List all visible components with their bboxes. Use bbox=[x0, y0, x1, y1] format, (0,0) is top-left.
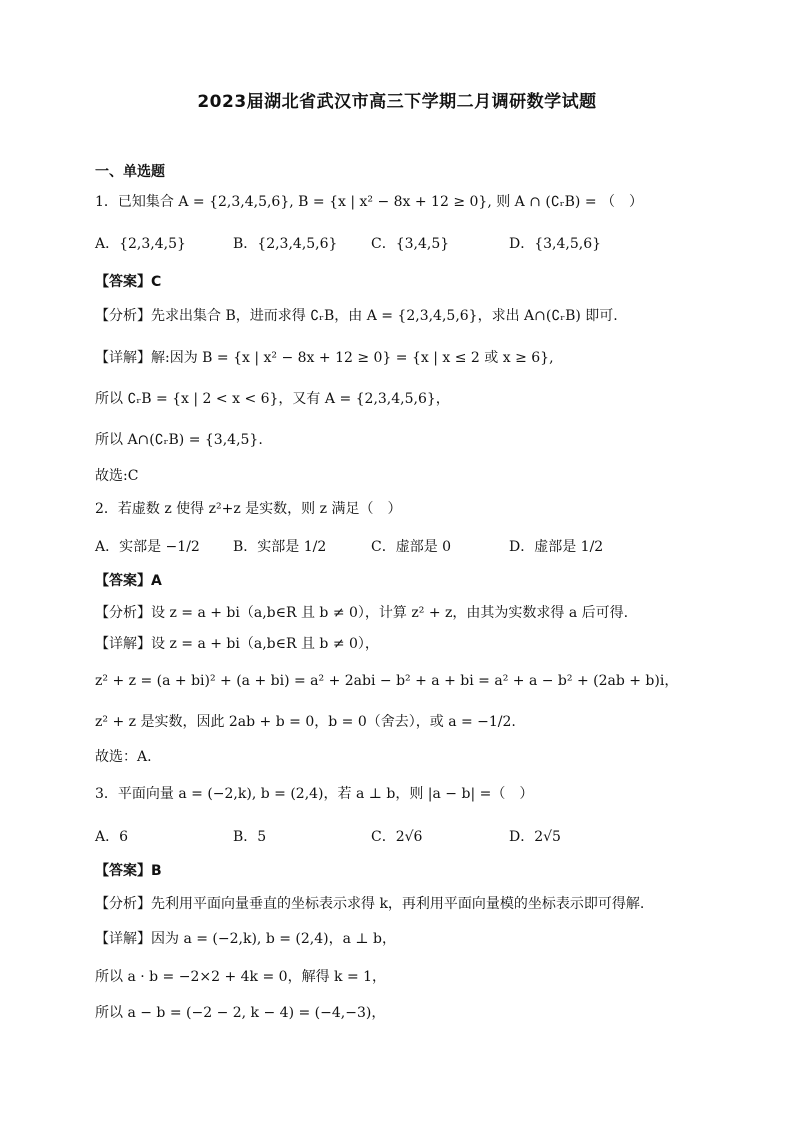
q1-choose: 故选:C bbox=[95, 468, 139, 484]
q1-option-b: B．{2,3,4,5,6} bbox=[233, 236, 338, 252]
q2-analysis: 【分析】设 z = a + bi（a,b∈R 且 b ≠ 0），计算 z² + z，由其为实数求得 a 后可得. bbox=[95, 605, 629, 621]
q1-analysis: 【分析】先求出集合 B，进而求得 ∁ᵣB，由 A = {2,3,4,5,6}，求出 A∩(∁ᵣB) 即可. bbox=[95, 308, 618, 324]
q2-choose: 故选：A. bbox=[95, 749, 152, 765]
q3-detail-line3: 所以 a − b = (−2 − 2, k − 4) = (−4,−3)， bbox=[95, 1005, 386, 1021]
q3-options bbox=[95, 826, 715, 846]
q1-option-c: C．{3,4,5} bbox=[371, 236, 450, 252]
q3-detail-line2: 所以 a · b = −2×2 + 4k = 0，解得 k = 1， bbox=[95, 969, 387, 985]
q1-option-d: D．{3,4,5,6} bbox=[509, 236, 602, 252]
q3-option-a: A．6 bbox=[95, 829, 129, 845]
q1-detail-line1: 【详解】解:因为 B = {x | x² − 8x + 12 ≥ 0} = {x | x ≤ 2 或 x ≥ 6}, bbox=[95, 350, 554, 366]
q2-stem: 2．若虚数 z 使得 z²+z 是实数，则 z 满足（ ） bbox=[95, 501, 402, 517]
q2-detail-line2: z² + z = (a + bi)² + (a + bi) = a² + 2abi − b² + a + bi = a² + a − b² + (2ab + b)i， bbox=[95, 673, 679, 689]
q3-answer: 【答案】B bbox=[95, 863, 162, 879]
q2-detail-line3: z² + z 是实数，因此 2ab + b = 0，b = 0（舍去），或 a = −1/2. bbox=[95, 714, 516, 730]
q3-stem: 3．平面向量 a = (−2,k), b = (2,4)，若 a ⊥ b，则 |a − b| =（ ） bbox=[95, 786, 534, 802]
q2-option-b: B．实部是 1/2 bbox=[233, 539, 327, 555]
q3-option-c: C．2√6 bbox=[371, 829, 423, 845]
q2-option-c: C．虚部是 0 bbox=[371, 539, 452, 555]
q2-option-a: A．实部是 −1/2 bbox=[95, 539, 200, 555]
q3-detail-line1: 【详解】因为 a = (−2,k), b = (2,4)，a ⊥ b， bbox=[95, 931, 396, 947]
q1-answer: 【答案】C bbox=[95, 274, 162, 290]
q1-detail-line3: 所以 A∩(∁ᵣB) = {3,4,5}. bbox=[95, 432, 263, 448]
q3-analysis: 【分析】先利用平面向量垂直的坐标表示求得 k，再利用平面向量模的坐标表示即可得解. bbox=[95, 896, 645, 912]
q1-stem: 1．已知集合 A = {2,3,4,5,6}, B = {x | x² − 8x + 12 ≥ 0}, 则 A ∩ (∁ᵣB) = （ ） bbox=[95, 194, 644, 210]
q2-detail-line1: 【详解】设 z = a + bi（a,b∈R 且 b ≠ 0）， bbox=[95, 636, 379, 652]
q3-option-b: B．5 bbox=[233, 829, 267, 845]
section-heading: 一、单选题 bbox=[95, 164, 165, 180]
q2-options bbox=[95, 536, 715, 556]
q2-option-d: D．虚部是 1/2 bbox=[509, 539, 604, 555]
q1-options bbox=[95, 233, 715, 253]
q1-detail-line2: 所以 ∁ᵣB = {x | 2 < x < 6}，又有 A = {2,3,4,5,6}， bbox=[95, 391, 450, 407]
page-title: 2023届湖北省武汉市高三下学期二月调研数学试题 bbox=[197, 92, 597, 112]
q3-option-d: D．2√5 bbox=[509, 829, 561, 845]
q2-answer: 【答案】A bbox=[95, 573, 162, 589]
q1-option-a: A．{2,3,4,5} bbox=[95, 236, 186, 252]
